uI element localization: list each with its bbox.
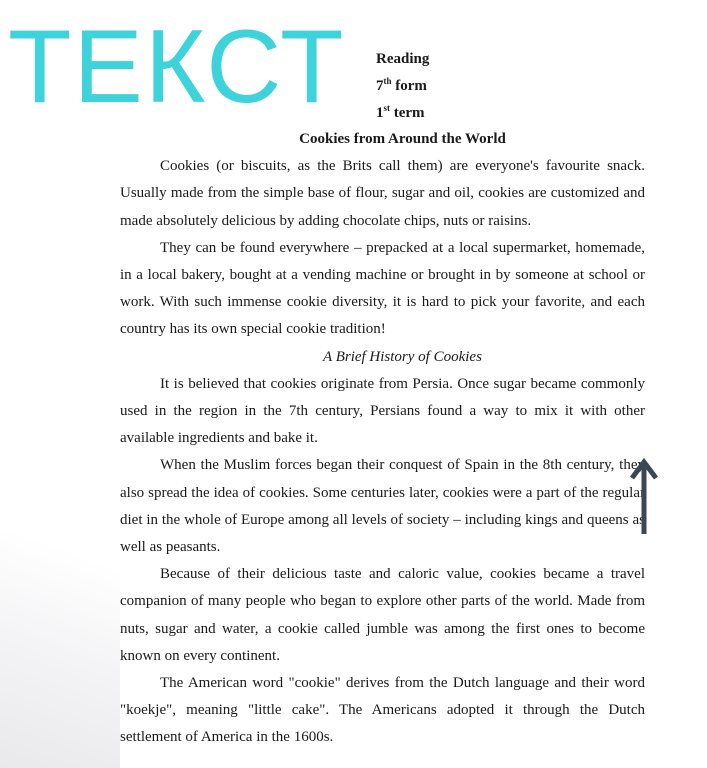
background-shading: [0, 508, 120, 768]
worksheet-header: [376, 46, 429, 127]
form-word: form: [391, 78, 427, 94]
paragraph: The American word "cookie" derives from the Dutch language and their word "koekje", meaning "little cake". The Americans adopted it through the Dutch settlement of America in the 1600s.: [120, 675, 645, 746]
document-title: Cookies from Around the World: [299, 131, 506, 147]
form-ordinal: th: [383, 76, 392, 86]
term-line: [376, 100, 429, 127]
subject-line: Reading: [376, 51, 430, 67]
overlay-label: ТЕКСТ: [8, 9, 346, 125]
form-line: [376, 73, 429, 100]
document-body: [120, 126, 645, 752]
up-arrow-icon: [630, 456, 658, 536]
paragraph: They can be found everywhere – prepacked at a local supermarket, homemade, in a local bakery, bought at a vending machine or brought in by someone at school or work. With such immense cookie diversity, it is hard to pick your favorite, and each country has its own special cookie tradition!: [120, 239, 645, 338]
term-ordinal: st: [383, 103, 390, 113]
term-word: term: [390, 105, 425, 121]
form-number: 7: [376, 78, 384, 94]
paragraph: When the Muslim forces began their conquest of Spain in the 8th century, they also spread the idea of cookies. Some centuries later, cookies were a part of the regular diet in the whole of Europe among all levels of society – including kings and queens as well as peasants.: [120, 457, 645, 556]
paragraph: It is believed that cookies originate from Persia. Once sugar became commonly used in the region in the 7th century, Persians found a way to mix it with other available ingredients and bake it.: [120, 375, 645, 447]
paragraph: Because of their delicious taste and caloric value, cookies became a travel companion of many people who began to explore other parts of the world. Made from nuts, sugar and water, a cookie called jumble was among the first ones to become known on every continent.: [120, 566, 645, 664]
paragraph: Cookies (or biscuits, as the Brits call them) are everyone's favourite snack. Usually made from the simple base of flour, sugar and oil, cookies are customized and made absolutely delicious by adding chocolate chips, nuts or raisins.: [120, 158, 645, 229]
section-subheading: A Brief History of Cookies: [323, 348, 482, 365]
term-number: 1: [376, 105, 384, 121]
